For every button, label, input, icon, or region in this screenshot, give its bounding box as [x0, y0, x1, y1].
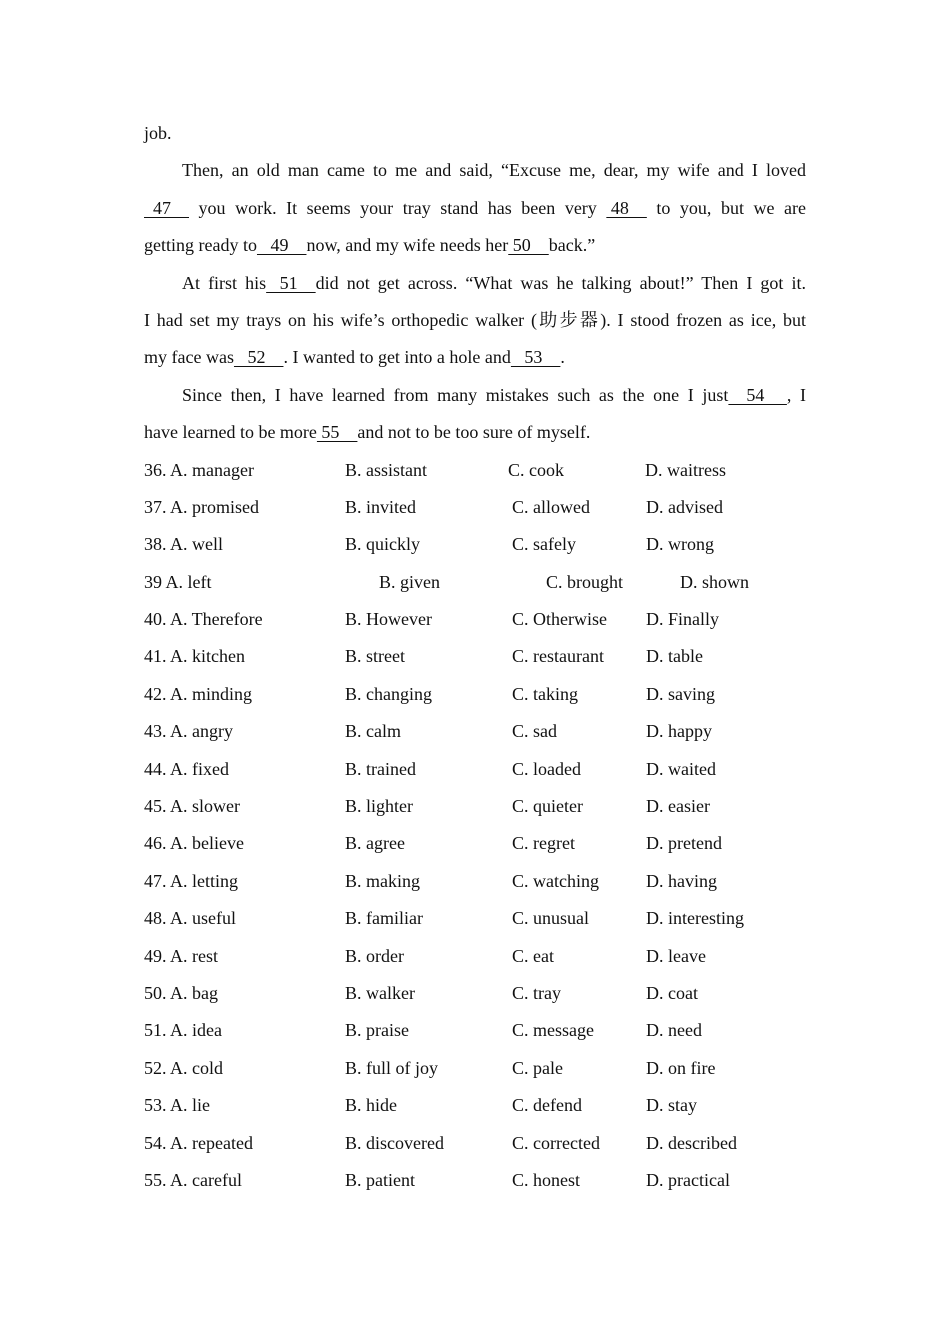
passage-text: now, and my wife needs her: [306, 235, 509, 256]
question-row: [144, 1012, 806, 1049]
passage-line: [144, 302, 806, 339]
question-row: [144, 1050, 806, 1087]
option-d: D. having: [646, 870, 717, 891]
passage-line: job.: [144, 123, 172, 143]
option-a: 47. A. letting: [144, 870, 238, 891]
option-a: 49. A. rest: [144, 945, 218, 966]
option-b: B. full of joy: [345, 1057, 438, 1078]
option-d: D. wrong: [646, 534, 714, 555]
option-a: 43. A. angry: [144, 721, 233, 742]
option-d: D. interesting: [646, 908, 744, 929]
passage-text: back.”: [548, 235, 596, 256]
passage-line: [144, 339, 806, 376]
option-c: C. eat: [512, 945, 554, 966]
option-a: 37. A. promised: [144, 496, 259, 517]
option-c: C. loaded: [512, 758, 581, 779]
option-d: D. table: [646, 646, 703, 667]
option-b: B. hide: [345, 1095, 397, 1116]
option-a: 41. A. kitchen: [144, 646, 245, 667]
option-d: D. practical: [646, 1169, 730, 1190]
question-row: [144, 526, 806, 563]
option-b: B. patient: [345, 1169, 415, 1190]
option-a: 48. A. useful: [144, 908, 236, 929]
blank-47: 47: [144, 197, 189, 218]
option-b: B. lighter: [345, 796, 413, 817]
option-a: 36. A. manager: [144, 459, 254, 480]
option-d: D. coat: [646, 982, 698, 1003]
option-d: D. pretend: [646, 833, 722, 854]
option-a: 55. A. careful: [144, 1169, 242, 1190]
option-d: D. on fire: [646, 1057, 716, 1078]
option-d: D. waited: [646, 758, 716, 779]
question-row: [144, 638, 806, 675]
option-b: B. making: [345, 870, 420, 891]
option-a: 42. A. minding: [144, 683, 253, 704]
question-row: [144, 1125, 806, 1162]
option-c: C. sad: [512, 721, 557, 742]
option-a: 45. A. slower: [144, 796, 240, 817]
option-b: B. agree: [345, 833, 405, 854]
option-c: C. brought: [546, 571, 624, 592]
option-c: C. unusual: [512, 908, 590, 929]
option-c: C. allowed: [512, 496, 590, 517]
passage-text: Since then, I have learned from many mistakes such as the one I just: [182, 384, 729, 405]
passage-text: and not to be too sure of myself.: [357, 422, 591, 443]
option-b: B. invited: [345, 496, 416, 517]
option-d: D. easier: [646, 796, 710, 817]
option-d: D. shown: [680, 571, 750, 592]
passage-text: Then, an old man came to me and said, “Excuse me, dear, my wife and I loved: [182, 160, 806, 181]
blank-49: 49: [256, 235, 307, 256]
question-row: [144, 564, 806, 601]
option-d: D. stay: [646, 1095, 697, 1116]
option-b: B. trained: [345, 758, 416, 779]
option-b: B. However: [345, 609, 432, 630]
blank-52: 52: [233, 347, 284, 368]
option-b: B. order: [345, 945, 404, 966]
question-row: [144, 900, 806, 937]
exam-page: [144, 115, 806, 1199]
passage-line: [144, 265, 806, 302]
option-b: B. given: [379, 571, 440, 592]
question-row: [144, 1162, 806, 1199]
option-d: D. leave: [646, 945, 706, 966]
option-c: C. quieter: [512, 796, 583, 817]
option-b: B. praise: [345, 1020, 409, 1041]
passage-text: my face was: [144, 347, 234, 368]
option-d: D. happy: [646, 721, 712, 742]
blank-53: 53: [510, 347, 561, 368]
question-row: [144, 825, 806, 862]
option-b: B. calm: [345, 721, 401, 742]
option-a: 40. A. Therefore: [144, 609, 263, 630]
question-row: [144, 601, 806, 638]
option-c: C. restaurant: [512, 646, 604, 667]
question-list: [144, 452, 806, 1200]
option-a: 53. A. lie: [144, 1095, 210, 1116]
option-d: D. advised: [646, 496, 723, 517]
question-row: [144, 863, 806, 900]
option-c: C. honest: [512, 1169, 581, 1190]
question-row: [144, 1087, 806, 1124]
option-c: C. pale: [512, 1057, 563, 1078]
passage-text: .: [560, 347, 565, 368]
passage-text: , I: [786, 384, 807, 405]
option-b: B. discovered: [345, 1132, 444, 1153]
blank-55: 55: [316, 422, 358, 443]
option-a: 38. A. well: [144, 534, 223, 555]
option-d: D. described: [646, 1132, 737, 1153]
option-c: C. taking: [512, 683, 578, 704]
blank-51: 51: [266, 272, 316, 293]
question-row: [144, 938, 806, 975]
passage-text: . I wanted to get into a hole and: [283, 347, 511, 368]
option-d: D. need: [646, 1020, 702, 1041]
option-c: C. regret: [512, 833, 575, 854]
option-b: B. quickly: [345, 534, 420, 555]
option-b: B. street: [345, 646, 405, 667]
question-row: [144, 676, 806, 713]
option-c: C. watching: [512, 870, 599, 891]
question-row: [144, 975, 806, 1012]
question-row: [144, 788, 806, 825]
option-c: C. message: [512, 1020, 594, 1041]
option-d: D. waitress: [645, 459, 726, 480]
passage-text: you work. It seems your tray stand has been very: [198, 197, 597, 218]
passage-line: [144, 190, 806, 227]
option-c: C. corrected: [512, 1132, 600, 1153]
question-row: [144, 452, 806, 489]
passage-line: [144, 152, 806, 189]
option-c: C. safely: [512, 534, 576, 555]
option-a: 39 A. left: [144, 571, 212, 592]
passage-line: [144, 377, 806, 414]
option-a: 46. A. believe: [144, 833, 244, 854]
option-b: B. changing: [345, 683, 432, 704]
passage-line: [144, 414, 806, 451]
question-row: [144, 489, 806, 526]
option-c: C. defend: [512, 1095, 582, 1116]
passage-text: getting ready to: [144, 235, 257, 256]
option-a: 52. A. cold: [144, 1057, 223, 1078]
option-a: 44. A. fixed: [144, 758, 229, 779]
option-b: B. familiar: [345, 908, 423, 929]
passage-text: have learned to be more: [144, 422, 317, 443]
question-row: [144, 751, 806, 788]
question-row: [144, 713, 806, 750]
option-c: C. tray: [512, 982, 561, 1003]
option-d: D. saving: [646, 683, 715, 704]
blank-50: 50: [508, 235, 549, 256]
option-a: 54. A. repeated: [144, 1132, 253, 1153]
option-b: B. assistant: [345, 459, 428, 480]
passage-line: [144, 227, 806, 264]
option-c: C. Otherwise: [512, 609, 607, 630]
passage-text: did not get across. “What was he talking about!” Then I got it.: [315, 272, 806, 293]
passage-text: At first his: [182, 272, 267, 293]
option-d: D. Finally: [646, 609, 720, 630]
blank-54: 54: [728, 384, 787, 405]
option-a: 50. A. bag: [144, 982, 218, 1003]
option-c: C. cook: [508, 459, 564, 480]
blank-48: 48: [606, 197, 647, 218]
passage-text: I had set my trays on his wife’s orthopedic walker (助步器). I stood frozen as ice, but: [144, 309, 806, 330]
option-b: B. walker: [345, 982, 415, 1003]
passage-text: to you, but we are: [656, 197, 807, 218]
option-a: 51. A. idea: [144, 1020, 222, 1041]
